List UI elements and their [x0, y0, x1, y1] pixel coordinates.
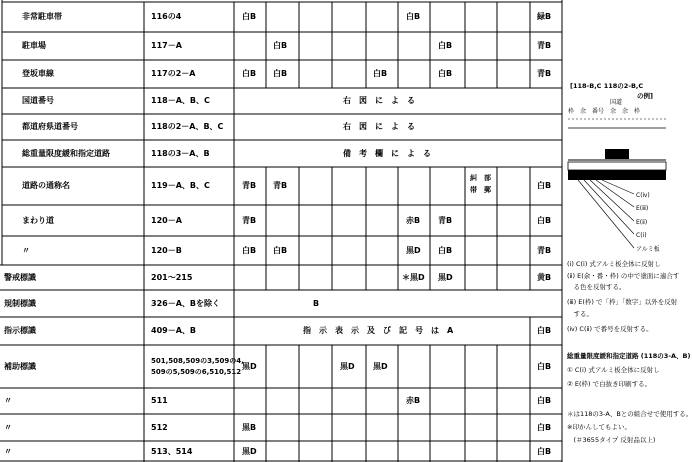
- row-code: 513、514: [151, 447, 193, 456]
- row-name: 駐車場: [22, 41, 46, 50]
- notes3-2: ※印かんしてもよい。: [567, 423, 631, 431]
- row-cell-c8: 赤B: [406, 396, 421, 405]
- row-code: 117－A: [151, 41, 182, 50]
- notes2-1: ① C(ⅰ) 式アルミ板全体に反射し: [567, 366, 660, 374]
- row-cell-c11: 青B: [537, 246, 552, 255]
- notes3-3: (＃3655タイプ 反射品以上): [567, 436, 656, 444]
- row-name: 指示標識: [4, 326, 36, 335]
- row-code: 117の2－A: [151, 69, 196, 78]
- row-cell-c11: 白B: [537, 447, 552, 456]
- row-name: 非常駐車帯: [22, 12, 62, 21]
- row-span-text: 備 考 欄 に よ る: [343, 149, 431, 158]
- row-cell-c7: 黒D: [373, 362, 388, 371]
- row-code: 326－A、Bを除く: [151, 299, 220, 308]
- notes2-title: 総重量限度緩和指定道路 (118の3-A、B): [567, 352, 691, 360]
- row-cell-c9a: 糾 部: [470, 174, 491, 182]
- row-code: 118－A、B、C: [151, 96, 210, 105]
- row-cell-c3: 白B: [242, 69, 257, 78]
- row-code: 116の4: [151, 12, 182, 21]
- row-cell-c11: 白B: [537, 181, 552, 190]
- row-name: 警戒標識: [4, 273, 36, 282]
- note-5: する。: [567, 310, 593, 318]
- row-cell-c8: 白B: [406, 12, 421, 21]
- row-cell-c11: 白B: [537, 326, 552, 335]
- note-1: (ⅰ) C(ⅰ) 式アルミ板全体に反射し: [567, 260, 661, 268]
- diagram-label-alumi: アルミ板: [636, 246, 660, 253]
- row-cell-c3: 黒B: [242, 423, 257, 432]
- row-name: 補助標識: [4, 362, 36, 371]
- row-name: 〃: [22, 246, 30, 255]
- row-cell-c11: 白B: [537, 423, 552, 432]
- diagram-label-e2: E(ⅱ): [636, 219, 648, 226]
- row-code: 118の3－A、B: [151, 149, 210, 158]
- row-code: 201～215: [151, 273, 193, 282]
- row-name: まわり道: [22, 216, 54, 225]
- row-code: 512: [151, 423, 168, 432]
- row-cell-c3: 白B: [242, 12, 257, 21]
- reference-title-1: [118-B,C 118の2-B,C: [570, 82, 644, 90]
- row-cell-c4: 青B: [273, 181, 288, 190]
- row-cell-c11: 緑B: [537, 12, 552, 21]
- row-cell-c8: 赤B: [406, 216, 421, 225]
- row-cell-c8: 黒D: [406, 246, 421, 255]
- row-center-text: B: [313, 299, 320, 308]
- diagram-label-row: 枠 余 番号 余 余 枠: [568, 108, 641, 115]
- row-code-line2: 509の5,509の6,510,512: [151, 368, 242, 376]
- row-cell-c9b: 帯 郵: [470, 186, 491, 194]
- aluminum-plate: [568, 170, 666, 180]
- row-code-line1: 501,508,509の3,509の4,: [151, 357, 244, 365]
- notes2-2: ② E(枠) で白抜き印刷する。: [567, 380, 652, 388]
- row-cell-c11: 白B: [537, 396, 552, 405]
- diagram-label-c1: C(ⅰ): [636, 232, 647, 239]
- row-name: 規制標識: [4, 299, 36, 308]
- row-cell-c6: 黒D: [340, 362, 355, 371]
- diagram-label-top: 国道: [610, 99, 623, 106]
- number-block: [605, 149, 629, 159]
- row-span-text: 指 示 表 示 及 び 記 号 は A: [303, 326, 454, 335]
- row-cell-c11: 青B: [537, 69, 552, 78]
- row-cell-c7: 白B: [373, 69, 388, 78]
- reference-title-2: の例]: [637, 92, 653, 100]
- row-code: 409－A、B: [151, 326, 196, 335]
- row-cell-c11: 白B: [537, 362, 552, 371]
- row-cell-c3: 黒D: [242, 362, 257, 371]
- row-name: 〃: [4, 447, 12, 456]
- row-code: 120－B: [151, 246, 182, 255]
- row-cell-c4: 白B: [273, 246, 288, 255]
- row-cell-c3: 白B: [242, 246, 257, 255]
- row-name: 〃: [4, 423, 12, 432]
- row-cell-c4: 白B: [273, 41, 288, 50]
- sign-section-diagram: [562, 94, 672, 254]
- diagram-label-e3: E(ⅲ): [636, 205, 649, 212]
- row-cell-c9: 白B: [438, 69, 453, 78]
- note-3: る色を反射する。: [567, 283, 626, 291]
- note-4: (ⅲ) E(枠) で「枠」「数字」以外を反射: [567, 298, 678, 306]
- row-code: 118の2－A、B、C: [151, 122, 224, 131]
- row-span-text: 右 図 に よ る: [343, 122, 415, 131]
- note-2: (ⅱ) E(余・番・枠) の中で塗面に適合す: [567, 272, 680, 280]
- row-name: 道路の通称名: [22, 181, 70, 190]
- row-cell-c3: 青B: [242, 216, 257, 225]
- row-cell-c9: 白B: [438, 246, 453, 255]
- row-cell-c3: 黒D: [242, 447, 257, 456]
- row-cell-c9: 青B: [438, 216, 453, 225]
- row-cell-c3: 青B: [242, 181, 257, 190]
- row-cell-c11: 黄B: [537, 273, 552, 282]
- row-cell-c4: 白B: [273, 69, 288, 78]
- row-span-text: 右 図 に よ る: [343, 96, 415, 105]
- row-cell-c9: 黒D: [438, 273, 453, 282]
- notes3-1: ＊は118の3-A、Bとの組合せで使用する。: [567, 410, 692, 418]
- note-6: (ⅳ) C(ⅱ) で番号を反射する。: [567, 325, 653, 333]
- row-name: 登坂車線: [22, 69, 54, 78]
- row-code: 120－A: [151, 216, 182, 225]
- row-code: 511: [151, 396, 168, 405]
- row-name: 都道府県道番号: [22, 122, 78, 131]
- row-code: 119－A、B、C: [151, 181, 210, 190]
- row-cell-c11: 青B: [537, 41, 552, 50]
- row-cell-c9: 白B: [438, 41, 453, 50]
- row-cell-c11: 白B: [537, 216, 552, 225]
- row-name: 〃: [4, 396, 12, 405]
- row-cell-c8: ＊黒D: [402, 273, 425, 282]
- diagram-label-c4: C(ⅳ): [636, 192, 650, 199]
- row-name: 総重量限度緩和指定道路: [22, 149, 110, 158]
- row-name: 国道番号: [22, 96, 54, 105]
